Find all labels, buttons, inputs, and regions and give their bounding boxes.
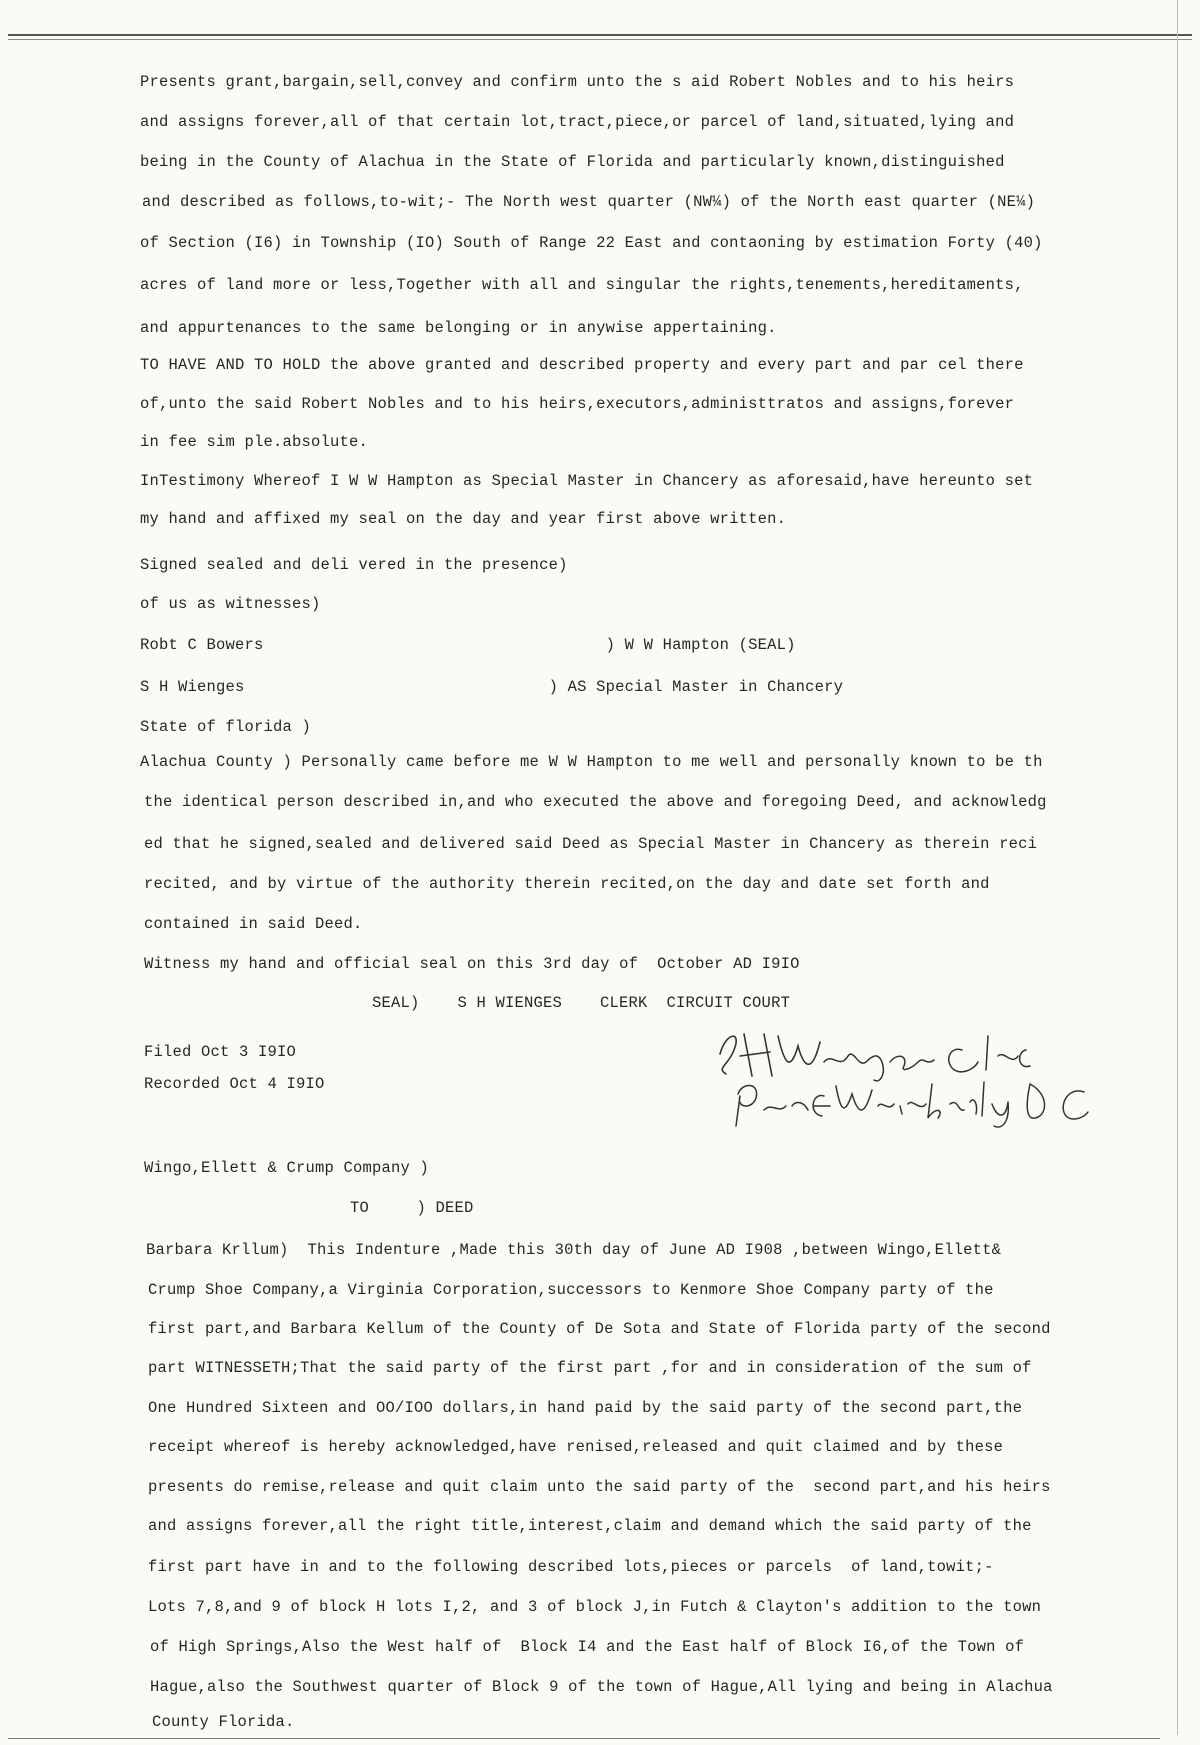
text-line: first part,and Barbara Kellum of the County of De Sota and State of Florida party of the second (148, 1320, 1051, 1338)
text-line: Signed sealed and deli vered in the presence) (140, 556, 568, 574)
text-line: recited, and by virtue of the authority therein recited,on the day and date set forth and (144, 875, 990, 893)
text-line: of,unto the said Robert Nobles and to his heirs,executors,administtratos and assigns,forever (140, 395, 1015, 413)
text-line: Lots 7,8,and 9 of block H lots I,2, and 3 of block J,in Futch & Clayton's addition to the town (148, 1598, 1042, 1616)
text-line: SEAL) S H WIENGES CLERK CIRCUIT COURT (372, 994, 791, 1012)
text-line: part WITNESSETH;That the said party of the first part ,for and in consideration of the sum of (148, 1359, 1032, 1377)
text-line: of us as witnesses) (140, 595, 321, 613)
text-line: acres of land more or less,Together with all and singular the rights,tenements,hereditaments, (140, 276, 1024, 294)
text-line: and assigns forever,all of that certain lot,tract,piece,or parcel of land,situated,lying and (140, 113, 1015, 131)
text-line: TO ) DEED (350, 1199, 474, 1217)
top-border-rule-thin (8, 39, 1192, 40)
text-line: of Section (I6) in Township (IO) South of Range 22 East and contaoning by estimation Forty (40) (140, 234, 1043, 252)
text-line: receipt whereof is hereby acknowledged,have renised,released and quit claimed and by these (148, 1438, 1004, 1456)
text-line: in fee sim ple.absolute. (140, 433, 369, 451)
text-line: Alachua County ) Personally came before me W W Hampton to me well and personally known to be th (140, 753, 1043, 771)
text-line: the identical person described in,and who executed the above and foregoing Deed, and acknowledg (144, 793, 1047, 811)
text-line: presents do remise,release and quit claim unto the said party of the second part,and his heirs (148, 1478, 1051, 1496)
text-line: and appurtenances to the same belonging or in anywise appertaining. (140, 319, 777, 337)
text-line: and described as follows,to-wit;- The North west quarter (NW¼) of the North east quarter (NE¼) (142, 193, 1036, 211)
text-line: One Hundred Sixteen and OO/IOO dollars,in hand paid by the said party of the second part,the (148, 1399, 1023, 1417)
text-line: S H Wienges ) AS Special Master in Chancery (140, 678, 844, 696)
text-line: Recorded Oct 4 I9IO (144, 1075, 325, 1093)
text-line: InTestimony Whereof I W W Hampton as Special Master in Chancery as aforesaid,have hereunto set (140, 472, 1034, 490)
text-line: Presents grant,bargain,sell,convey and confirm unto the s aid Robert Nobles and to his heirs (140, 73, 1015, 91)
text-line: Filed Oct 3 I9IO (144, 1043, 297, 1061)
text-line: first part have in and to the following described lots,pieces or parcels of land,towit;- (148, 1558, 994, 1576)
text-line: Wingo,Ellett & Crump Company ) (144, 1159, 430, 1177)
text-line: contained in said Deed. (144, 915, 363, 933)
text-line: Hague,also the Southwest quarter of Block 9 of the town of Hague,All lying and being in Alachua (150, 1678, 1053, 1696)
text-line: Robt C Bowers ) W W Hampton (SEAL) (140, 636, 796, 654)
text-line: ed that he signed,sealed and delivered said Deed as Special Master in Chancery as therein reci (144, 835, 1038, 853)
text-line: County Florida. (152, 1713, 295, 1731)
text-line: State of florida ) (140, 718, 312, 736)
text-line: my hand and affixed my seal on the day and year first above written. (140, 510, 787, 528)
text-line: and assigns forever,all the right title,interest,claim and demand which the said party of the (148, 1517, 1032, 1535)
text-line: Crump Shoe Company,a Virginia Corporation,successors to Kenmore Shoe Company party of the (148, 1281, 994, 1299)
text-line: Witness my hand and official seal on this 3rd day of October AD I9IO (144, 955, 800, 973)
bottom-border-rule (8, 1738, 1160, 1739)
clerk-handwritten-signature (712, 1022, 1112, 1132)
text-line: being in the County of Alachua in the State of Florida and particularly known,distinguished (140, 153, 1005, 171)
top-border-rule (8, 34, 1192, 36)
page-right-edge (1177, 0, 1178, 1735)
text-line: TO HAVE AND TO HOLD the above granted and described property and every part and par cel there (140, 356, 1024, 374)
text-line: Barbara Krllum) This Indenture ,Made this 30th day of June AD I908 ,between Wingo,Ellett& (146, 1241, 1002, 1259)
text-line: of High Springs,Also the West half of Block I4 and the East half of Block I6,of the Town of (150, 1638, 1025, 1656)
